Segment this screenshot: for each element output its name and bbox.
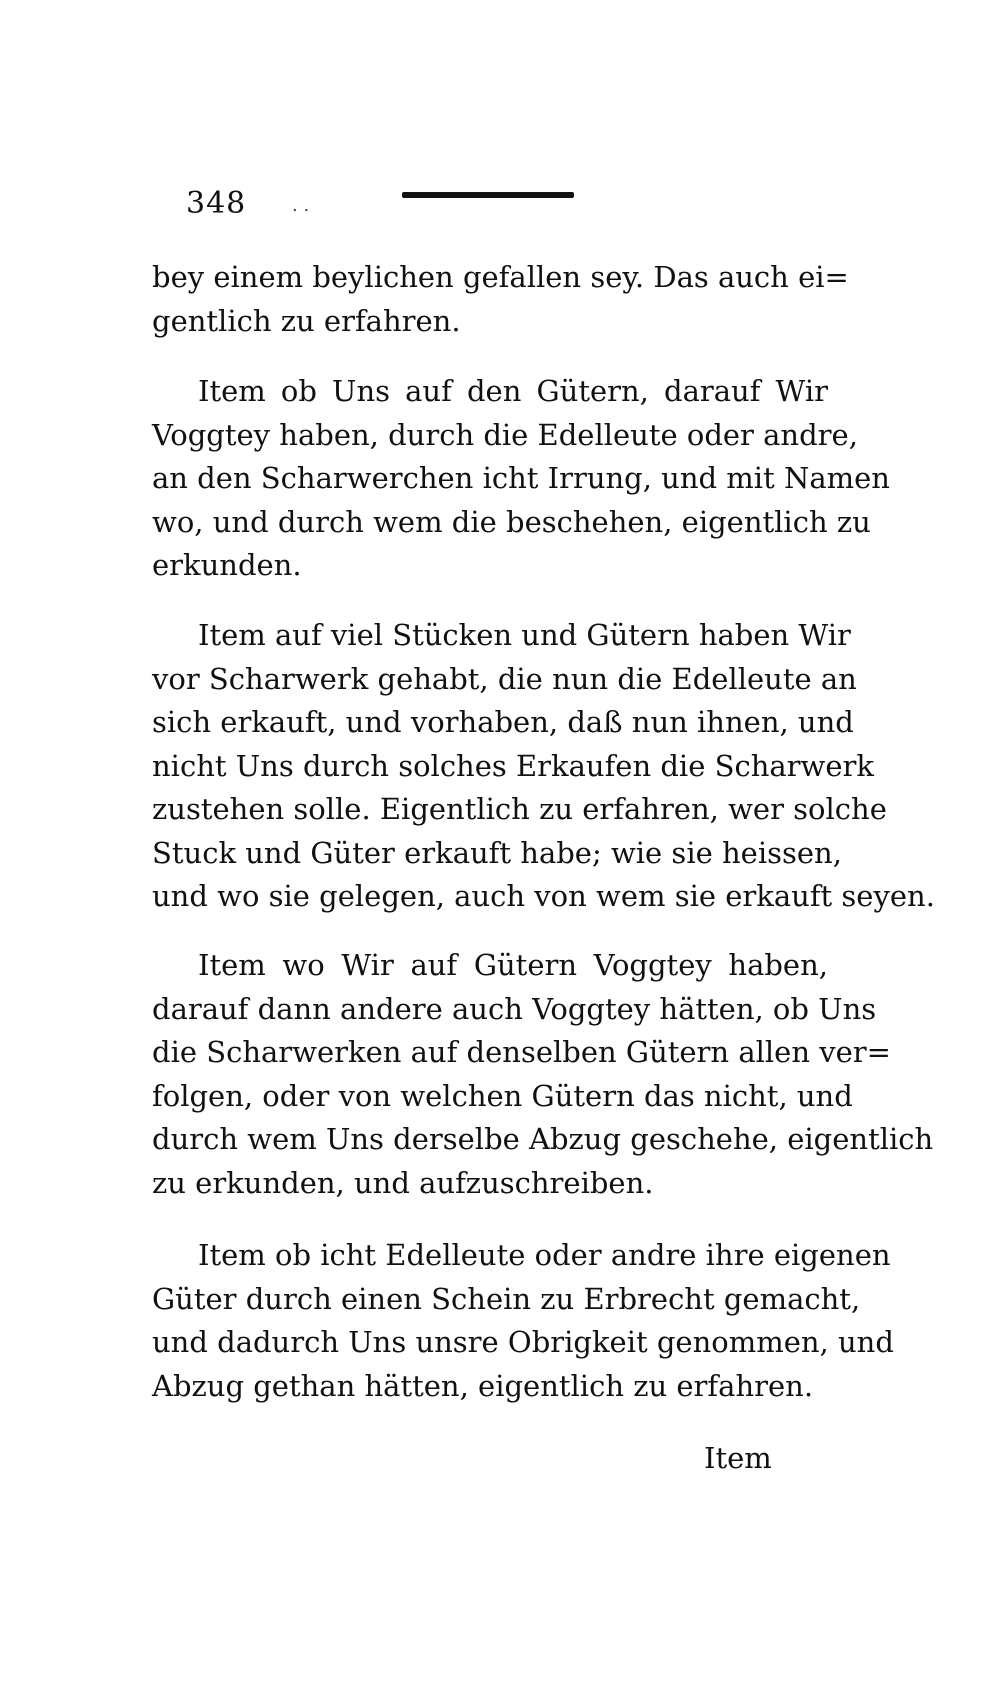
text-line: Güter durch einen Schein zu Erbrecht gemacht, [152, 1281, 861, 1316]
text-line [152, 944, 828, 988]
text-line: zu erkunden, und aufzuschreiben. [152, 1165, 654, 1200]
text-line [152, 370, 828, 414]
text-line-content: Item wo Wir auf Gütern Voggtey haben, [198, 948, 828, 982]
text-line: und dadurch Uns unsre Obrigkeit genommen, und [152, 1325, 894, 1359]
text-line: durch wem Uns derselbe Abzug geschehe, eigentlich [152, 1122, 934, 1156]
text-line: Stuck und Güter erkauft habe; wie sie heissen, [152, 835, 842, 870]
text-line: vor Scharwerk gehabt, die nun die Edelleute an [152, 661, 857, 696]
text-line-content: Item auf viel Stücken und Gütern haben Wir [198, 618, 851, 652]
text-line: darauf dann andere auch Voggtey hätten, ob Uns [152, 991, 877, 1026]
text-line: wo, und durch wem die beschehen, eigentlich zu [152, 504, 871, 539]
text-line-content: Item ob icht Edelleute oder andre ihre eigenen [198, 1238, 891, 1272]
text-line: an den Scharwerchen icht Irrung, und mit Namen [152, 461, 890, 495]
paragraph-3 [152, 614, 935, 919]
header-rule [402, 192, 574, 198]
paragraph-5 [152, 1234, 894, 1408]
text-line: und wo sie gelegen, auch von wem sie erkauft seyen. [152, 879, 935, 913]
text-line [152, 1234, 891, 1278]
text-line: Voggtey haben, durch die Edelleute oder andre, [152, 417, 858, 452]
text-line [152, 614, 851, 658]
header-dots: . . [292, 195, 310, 216]
text-line: die Scharwerken auf denselben Gütern allen ver= [152, 1035, 891, 1069]
catchword: Item [704, 1441, 772, 1475]
paragraph-1 [152, 256, 849, 343]
text-line: gentlich zu erfahren. [152, 303, 461, 338]
paragraph-2 [152, 370, 890, 588]
text-line: sich erkauft, und vorhaben, daß nun ihnen, und [152, 705, 854, 739]
text-line: nicht Uns durch solches Erkaufen die Scharwerk [152, 748, 874, 783]
text-line: Abzug gethan hätten, eigentlich zu erfahren. [152, 1368, 814, 1403]
text-line: bey einem beylichen gefallen sey. Das auch ei= [152, 260, 849, 294]
paragraph-4 [152, 944, 934, 1205]
text-line: erkunden. [152, 548, 302, 582]
text-line: zustehen solle. Eigentlich zu erfahren, wer solche [152, 792, 887, 826]
text-line-content: Item ob Uns auf den Gütern, darauf Wir [198, 374, 828, 408]
text-line: folgen, oder von welchen Gütern das nicht, und [152, 1078, 853, 1113]
page-number: 348 [186, 186, 247, 221]
